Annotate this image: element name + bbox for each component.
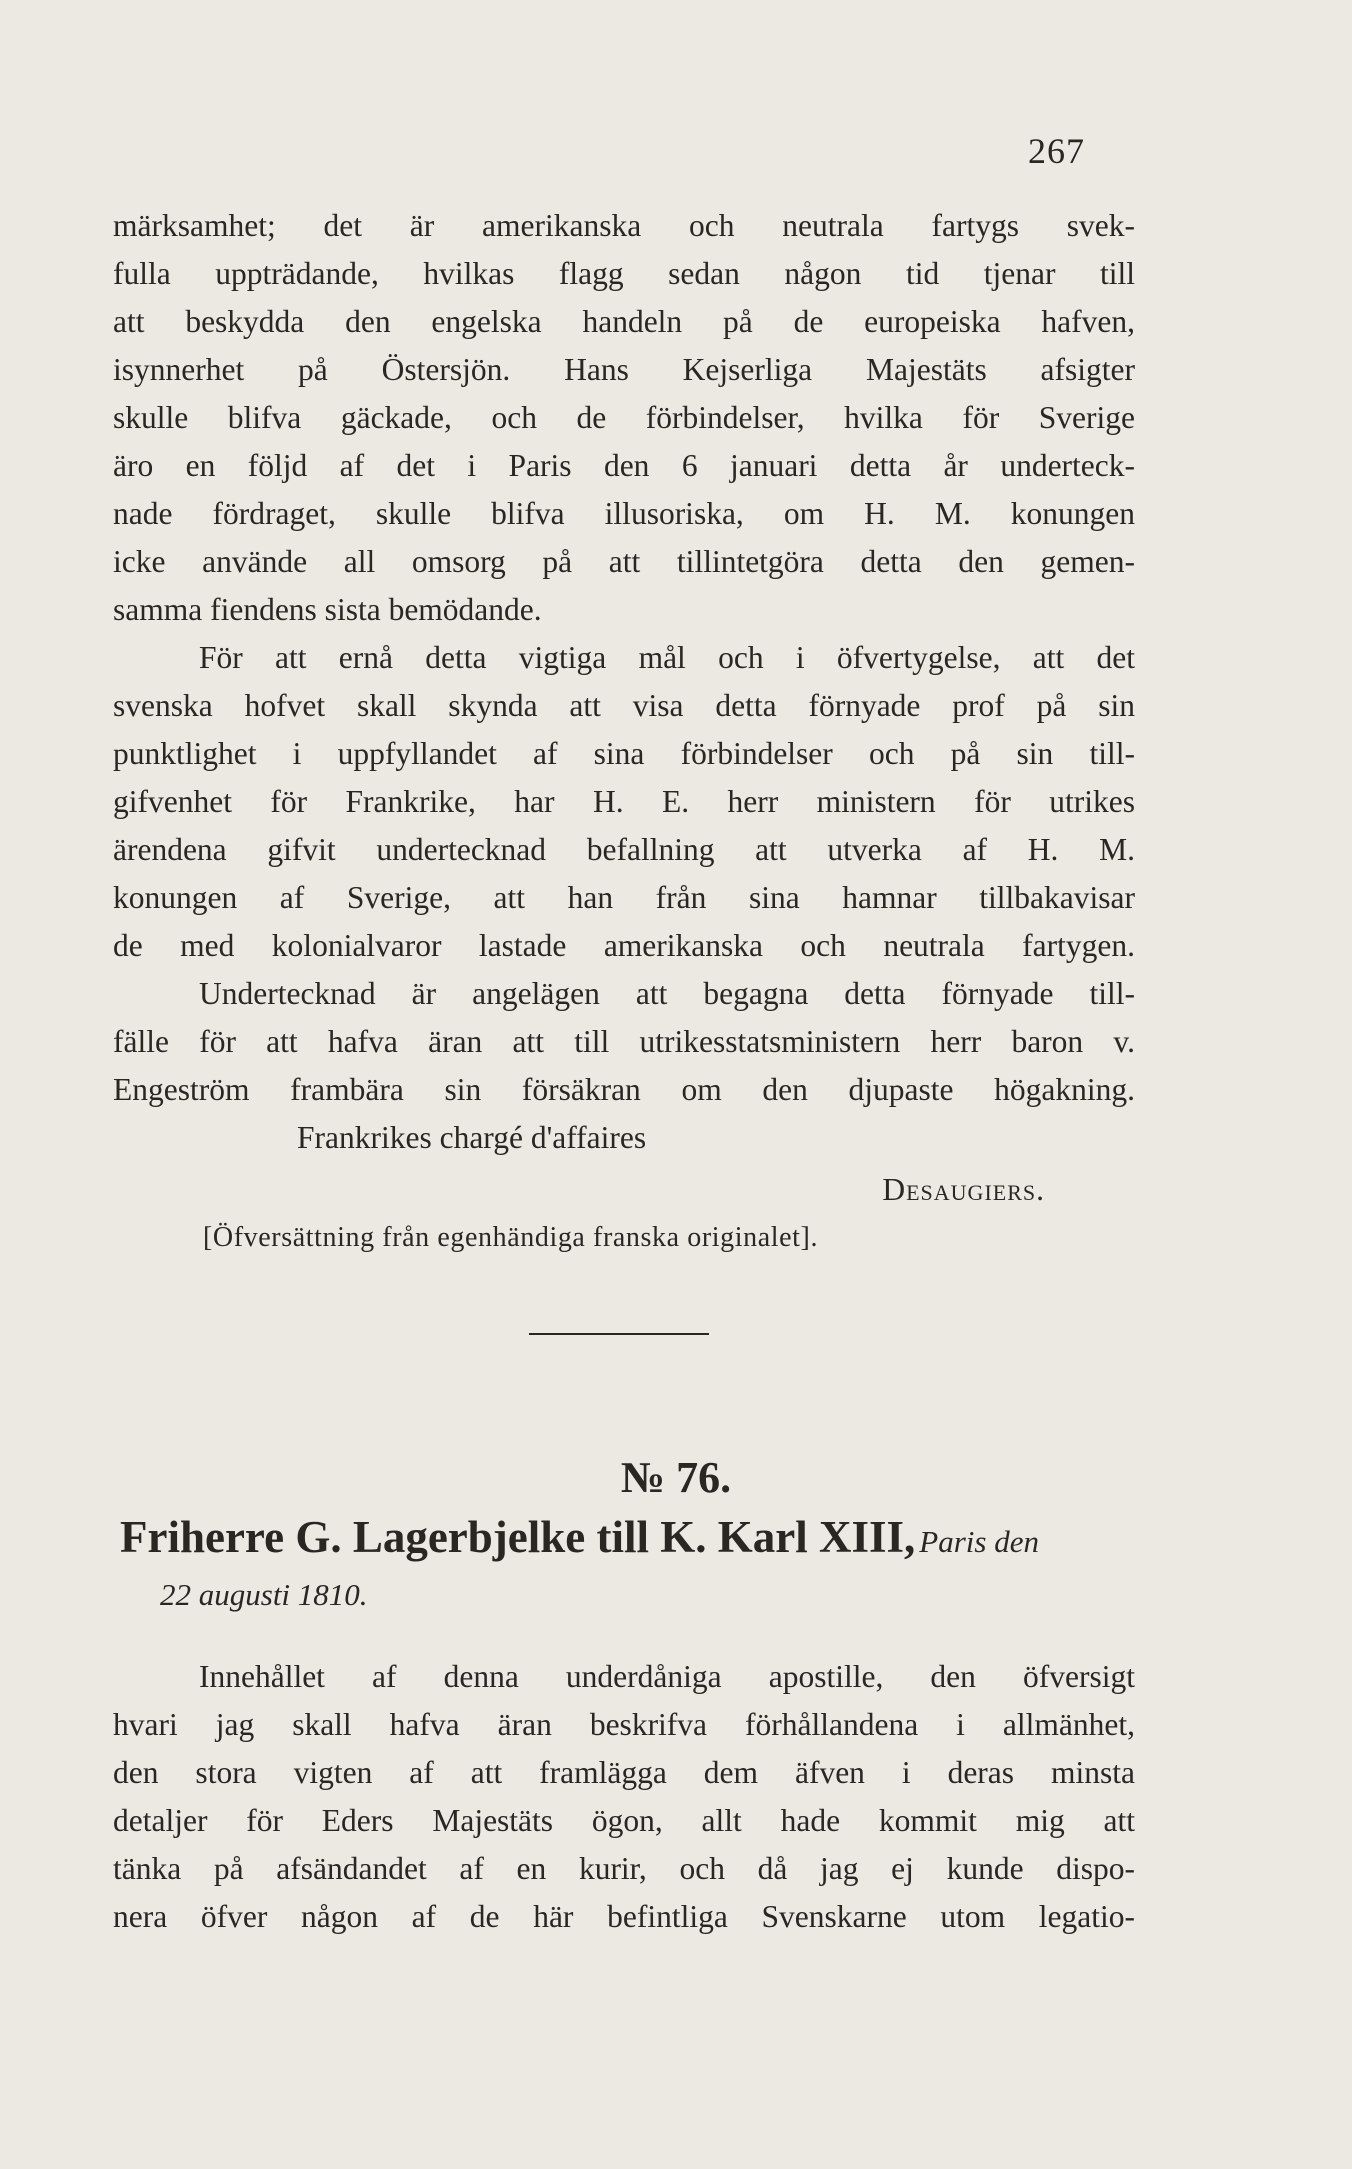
- text-line: detaljer för Eders Majestäts ögon, allt hade kommit mig att: [113, 1803, 1135, 1838]
- paragraph-4: [113, 1653, 1135, 1941]
- text-line: äro en följd af det i Paris den 6 januari detta år underteck-: [113, 448, 1135, 483]
- text-line: icke använde all omsorg på att tillintetgöra detta den gemen-: [113, 544, 1135, 579]
- letter-text: [113, 202, 1135, 1262]
- heading-date: 22 augusti 1810.: [160, 1577, 368, 1612]
- section-divider: [529, 1333, 709, 1335]
- text-line: de med kolonialvaror lastade amerikanska och neutrala fartygen.: [113, 928, 1135, 963]
- text-line: svenska hofvet skall skynda att visa detta förnyade prof på sin: [113, 688, 1135, 723]
- translation-note: [Öfversättning från egenhändiga franska originalet].: [203, 1222, 819, 1253]
- page-number: 267: [1028, 131, 1085, 171]
- text-line: ärendena gifvit undertecknad befallning att utverka af H. M.: [113, 832, 1135, 867]
- paragraph-3: [113, 970, 1135, 1114]
- text-line: Engeström frambära sin försäkran om den djupaste högakning.: [113, 1072, 1135, 1107]
- report-text: [113, 1653, 1135, 1941]
- text-line: nade fördraget, skulle blifva illusoriska, om H. M. konungen: [113, 496, 1135, 531]
- text-line: hvari jag skall hafva äran beskrifva förhållandena i allmänhet,: [113, 1707, 1135, 1742]
- text-line: den stora vigten af att framlägga dem äfven i deras minsta: [113, 1755, 1135, 1790]
- text-line: isynnerhet på Östersjön. Hans Kejserliga Majestäts afsigter: [113, 352, 1135, 387]
- text-line: För att ernå detta vigtiga mål och i öfvertygelse, att det: [199, 640, 1135, 675]
- text-line: fulla uppträdande, hvilkas flagg sedan någon tid tjenar till: [113, 256, 1135, 291]
- signature-name: Desaugiers.: [882, 1172, 1045, 1207]
- text-line: Undertecknad är angelägen att begagna detta förnyade till-: [199, 976, 1135, 1011]
- document-heading: [120, 1510, 1140, 1615]
- text-line: gifvenhet för Frankrike, har H. E. herr ministern för utrikes: [113, 784, 1135, 819]
- text-line: Innehållet af denna underdåniga apostille, den öfversigt: [199, 1659, 1135, 1694]
- heading-place: Paris den: [919, 1524, 1039, 1559]
- text-line: punktlighet i uppfyllandet af sina förbindelser och på sin till-: [113, 736, 1135, 771]
- text-line: skulle blifva gäckade, och de förbindelser, hvilka för Sverige: [113, 400, 1135, 435]
- text-line: märksamhet; det är amerikanska och neutrala fartygs svek-: [113, 208, 1135, 243]
- text-line: samma fiendens sista bemödande.: [113, 592, 542, 627]
- text-line: fälle för att hafva äran att till utrikesstatsministern herr baron v.: [113, 1024, 1135, 1059]
- text-line: tänka på afsändandet af en kurir, och då jag ej kunde dispo-: [113, 1851, 1135, 1886]
- paragraph-1: [113, 202, 1135, 634]
- heading-title: Friherre G. Lagerbjelke till K. Karl XIII,: [120, 1512, 916, 1562]
- text-line: att beskydda den engelska handeln på de europeiska hafven,: [113, 304, 1135, 339]
- paragraph-2: [113, 634, 1135, 970]
- text-line: nera öfver någon af de här befintliga Svenskarne utom legatio-: [113, 1899, 1135, 1934]
- text-line: konungen af Sverige, att han från sina hamnar tillbakavisar: [113, 880, 1135, 915]
- signature-title: Frankrikes chargé d'affaires: [297, 1120, 647, 1155]
- document-number: № 76.: [620, 1453, 732, 1502]
